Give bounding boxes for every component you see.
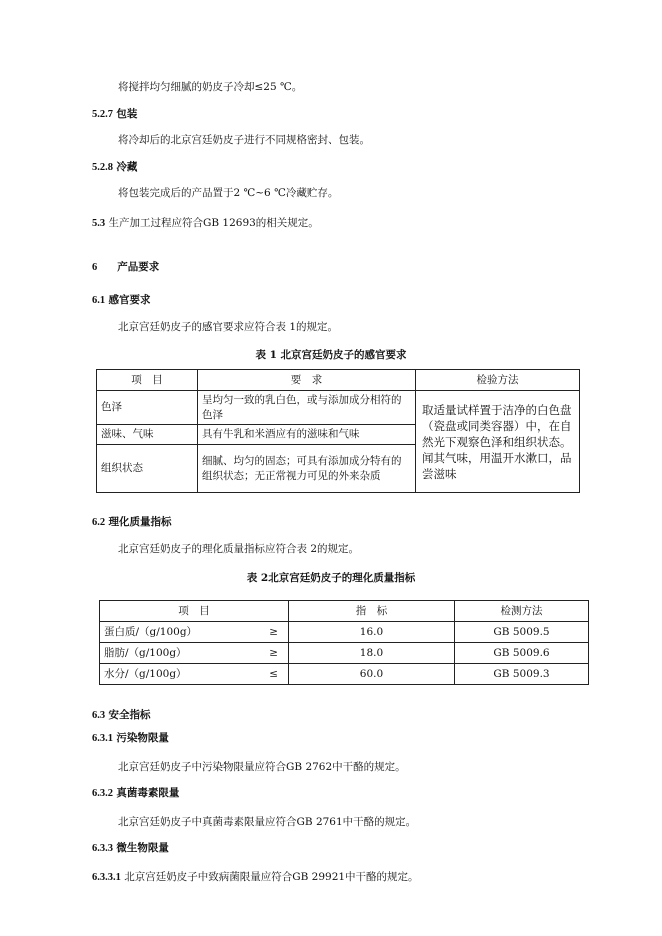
header-item: 项 目 — [100, 601, 289, 622]
comparison-symbol: ≤ — [269, 667, 278, 680]
heading-5-2-7 — [92, 107, 137, 122]
cell-requirement: 细腻、均匀的固态；可具有添加成分特有的组织状态；无正常视力可见的外来杂质 — [198, 445, 416, 493]
heading-6-2 — [92, 515, 171, 530]
heading-number: 6.3 — [92, 710, 106, 721]
paragraph-text: 北京宫廷奶皮子中致病菌限量应符合GB 29921中干酪的规定。 — [124, 871, 419, 883]
heading-number: 6.3.2 — [92, 788, 113, 799]
table-row — [100, 622, 589, 643]
heading-title: 真菌毒素限量 — [116, 787, 180, 799]
table-header-row — [97, 370, 580, 391]
item-label: 脂肪/（g/100g） — [104, 646, 187, 659]
cell-method: GB 5009.5 — [455, 622, 589, 643]
heading-6-1 — [92, 293, 150, 308]
table-header-row — [100, 601, 589, 622]
heading-number: 6.3.3 — [92, 843, 113, 854]
header-requirement: 要 求 — [198, 370, 416, 391]
header-index: 指 标 — [289, 601, 455, 622]
table-row — [100, 643, 589, 664]
cell-item — [100, 643, 289, 664]
paragraph-pathogens — [92, 870, 419, 885]
cell-value: 60.0 — [289, 664, 455, 685]
heading-title: 理化质量指标 — [108, 516, 172, 528]
paragraph-cooling: 将搅拌均匀细腻的奶皮子冷却≤25 ℃。 — [118, 81, 303, 93]
heading-number: 5.3 — [92, 218, 106, 229]
heading-5-3 — [92, 216, 319, 231]
paragraph-sensory: 北京宫廷奶皮子的感官要求应符合表 1的规定。 — [118, 321, 339, 333]
heading-number: 6.3.3.1 — [92, 872, 121, 883]
cell-value: 18.0 — [289, 643, 455, 664]
physicochemical-table — [99, 600, 589, 685]
table2-caption: 表 2北京宫廷奶皮子的理化质量指标 — [246, 572, 416, 584]
item-label: 水分/（g/100g） — [104, 667, 187, 680]
paragraph-packaging: 将冷却后的北京宫廷奶皮子进行不同规格密封、包装。 — [118, 134, 370, 146]
heading-number: 6.3.1 — [92, 733, 113, 744]
table1-caption: 表 1 北京宫廷奶皮子的感官要求 — [255, 349, 407, 361]
heading-5-2-8 — [92, 160, 137, 175]
heading-number: 6.1 — [92, 295, 106, 306]
paragraph-contaminants: 北京宫廷奶皮子中污染物限量应符合GB 2762中干酪的规定。 — [118, 761, 406, 773]
cell-item: 滋味、气味 — [97, 425, 198, 445]
heading-title: 安全指标 — [108, 709, 151, 721]
cell-item — [100, 622, 289, 643]
item-label: 蛋白质/（g/100g） — [104, 625, 198, 638]
paragraph-refrigeration: 将包装完成后的产品置于2 ℃~6 ℃冷藏贮存。 — [118, 187, 339, 199]
heading-number: 6.2 — [92, 517, 106, 528]
heading-title: 冷藏 — [116, 161, 138, 173]
heading-text: 生产加工过程应符合GB 12693的相关规定。 — [108, 217, 319, 229]
heading-title: 产品要求 — [117, 261, 160, 273]
table-row — [100, 664, 589, 685]
heading-title: 感官要求 — [108, 294, 151, 306]
paragraph-physicochemical: 北京宫廷奶皮子的理化质量指标应符合表 2的规定。 — [118, 543, 360, 555]
cell-item: 组织状态 — [97, 445, 198, 493]
header-method: 检验方法 — [416, 370, 580, 391]
cell-item — [100, 664, 289, 685]
header-item: 项 目 — [97, 370, 198, 391]
table-row — [97, 391, 580, 425]
cell-requirement: 具有牛乳和米酒应有的滋味和气味 — [198, 425, 416, 445]
heading-6-3-1 — [92, 731, 169, 746]
cell-item: 色泽 — [97, 391, 198, 425]
heading-number: 5.2.7 — [92, 109, 113, 120]
heading-number: 5.2.8 — [92, 162, 113, 173]
cell-requirement: 呈均匀一致的乳白色，或与添加成分相符的色泽 — [198, 391, 416, 425]
heading-6 — [92, 260, 159, 275]
header-method: 检测方法 — [455, 601, 589, 622]
paragraph-mycotoxins: 北京宫廷奶皮子中真菌毒素限量应符合GB 2761中干酪的规定。 — [118, 816, 417, 828]
cell-method: GB 5009.3 — [455, 664, 589, 685]
heading-title: 包装 — [116, 108, 138, 120]
heading-number: 6 — [92, 262, 98, 273]
sensory-requirements-table — [96, 369, 580, 493]
comparison-symbol: ≥ — [269, 646, 278, 659]
heading-title: 污染物限量 — [116, 732, 169, 744]
heading-6-3-2 — [92, 786, 179, 801]
heading-title: 微生物限量 — [116, 842, 169, 854]
cell-value: 16.0 — [289, 622, 455, 643]
comparison-symbol: ≥ — [269, 625, 278, 638]
heading-6-3 — [92, 708, 150, 723]
cell-method: 取适量试样置于洁净的白色盘（瓷盘或同类容器）中，在自然光下观察色泽和组织状态。闻其气味，用温开水漱口，品尝滋味 — [416, 391, 580, 493]
cell-method: GB 5009.6 — [455, 643, 589, 664]
heading-6-3-3 — [92, 841, 169, 856]
